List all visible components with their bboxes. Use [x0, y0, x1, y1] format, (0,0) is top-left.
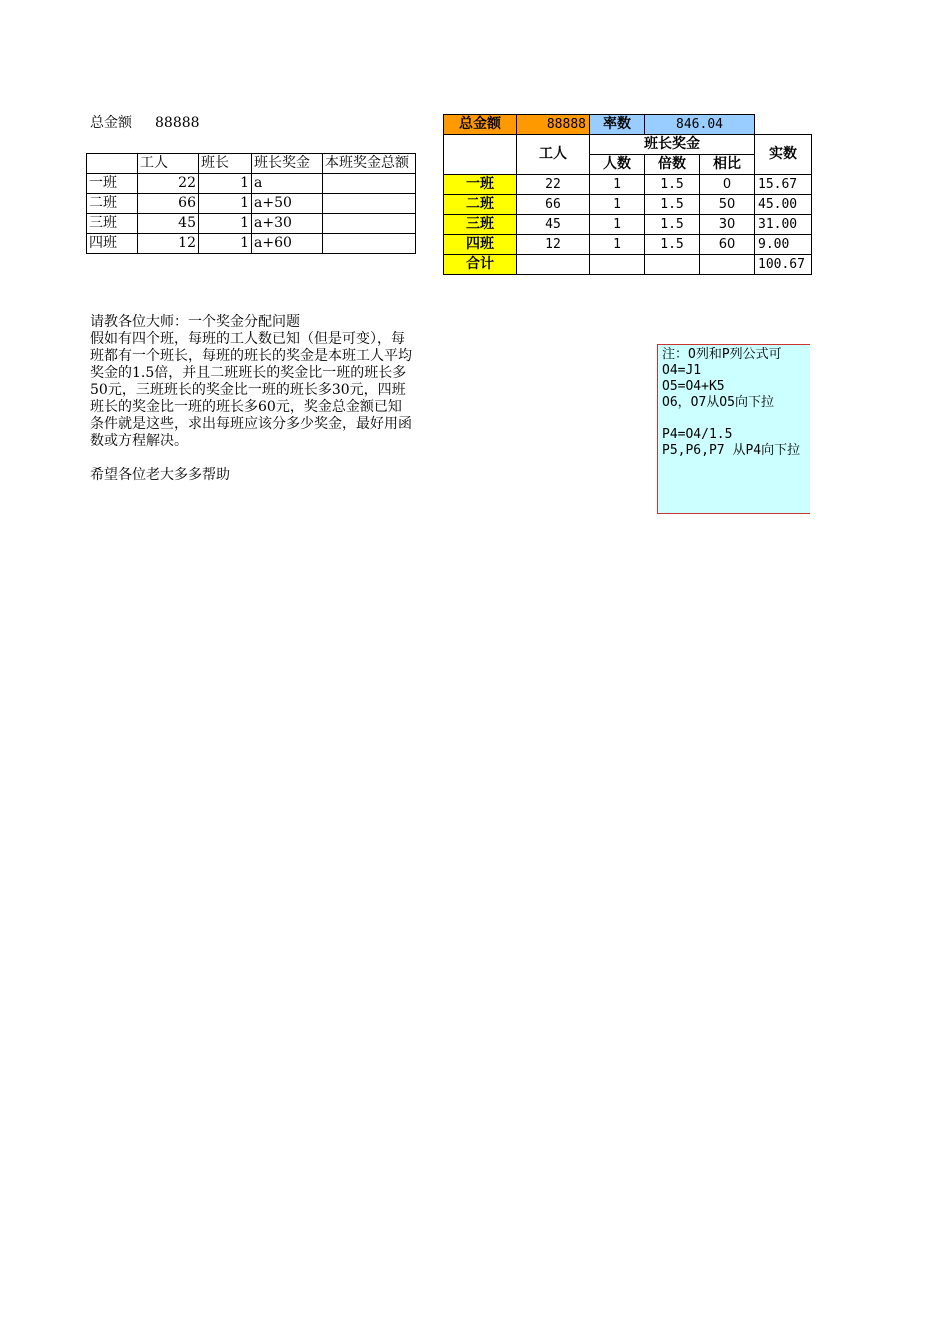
total-amount-label: 总金额 [444, 115, 517, 135]
header-cell: 班长 [199, 154, 252, 174]
header-cell: 班长奖金 [252, 154, 323, 174]
question-title: 请教各位大师：一个奖金分配问题 [90, 314, 300, 330]
multiple-cell: 1.5 [645, 215, 700, 235]
bonus-cell: a+50 [252, 194, 323, 214]
total-cell [323, 214, 416, 234]
leader-cell: 1 [199, 214, 252, 234]
count-header: 人数 [590, 155, 645, 175]
multiple-cell: 1.5 [645, 235, 700, 255]
workers-header: 工人 [517, 135, 590, 175]
class-name: 四班 [444, 235, 517, 255]
table-row [87, 174, 416, 194]
workers-cell: 66 [138, 194, 199, 214]
table-row [444, 175, 812, 195]
rate-value: 846.04 [645, 115, 755, 135]
count-cell: 1 [590, 235, 645, 255]
actual-cell: 45.00 [755, 195, 812, 215]
header-cell: 工人 [138, 154, 199, 174]
note-line: O6，O7从O5向下拉 [662, 395, 774, 410]
empty-cell [645, 255, 700, 275]
count-cell: 1 [590, 195, 645, 215]
left-header-row [87, 154, 416, 174]
note-line: 注：O列和P列公式可 [662, 347, 782, 362]
rate-label: 率数 [590, 115, 645, 135]
class-name: 四班 [87, 234, 138, 254]
left-total-label: 总金额 [90, 115, 132, 131]
bonus-cell: a+30 [252, 214, 323, 234]
diff-cell: 0 [700, 175, 755, 195]
actual-cell: 31.00 [755, 215, 812, 235]
sum-label: 合计 [444, 255, 517, 275]
header-cell [87, 154, 138, 174]
bonus-cell: a [252, 174, 323, 194]
class-name: 一班 [444, 175, 517, 195]
question-body: 假如有四个班，每班的工人数已知（但是可变），每班都有一个班长，每班的班长的奖金是本班工人平均奖金的1.5倍，并且二班班长的奖金比一班的班长多50元，三班班长的奖金比一班的班长多30元，四班班长的奖金比一班的班长多60元，奖金总金额已知条件就是这些，求出每班应该分多少奖金，最好用函数或方程解决。 [90, 331, 412, 449]
empty-cell [755, 115, 812, 135]
table-row [87, 194, 416, 214]
right-table [443, 114, 812, 275]
table-row [444, 215, 812, 235]
workers-cell: 45 [138, 214, 199, 234]
note-line [662, 411, 810, 427]
table-row [444, 235, 812, 255]
sum-row [444, 255, 812, 275]
bonus-cell: a+60 [252, 234, 323, 254]
leader-bonus-header: 班长奖金 [590, 135, 755, 155]
total-cell [323, 234, 416, 254]
actual-header: 实数 [755, 135, 812, 175]
left-table [86, 153, 416, 254]
actual-cell: 9.00 [755, 235, 812, 255]
diff-cell: 30 [700, 215, 755, 235]
empty-cell [590, 255, 645, 275]
workers-cell: 22 [517, 175, 590, 195]
workers-cell: 45 [517, 215, 590, 235]
left-total-value: 88888 [155, 115, 200, 131]
table-row [87, 234, 416, 254]
total-cell [323, 194, 416, 214]
multiple-cell: 1.5 [645, 175, 700, 195]
diff-header: 相比 [700, 155, 755, 175]
class-name: 三班 [87, 214, 138, 234]
class-name: 一班 [87, 174, 138, 194]
question-text-block [90, 314, 415, 484]
right-total-row [444, 115, 812, 135]
right-header-row [444, 135, 812, 155]
total-cell [323, 174, 416, 194]
empty-cell [517, 255, 590, 275]
count-cell: 1 [590, 215, 645, 235]
class-name: 二班 [444, 195, 517, 215]
question-closing: 希望各位老大多多帮助 [90, 467, 230, 483]
table-row [87, 214, 416, 234]
total-amount-value: 88888 [517, 115, 590, 135]
note-line: O5=O4+K5 [662, 379, 725, 394]
class-name: 二班 [87, 194, 138, 214]
note-line: P5,P6,P7 从P4向下拉 [662, 443, 801, 458]
header-cell: 本班奖金总额 [323, 154, 416, 174]
multiple-cell: 1.5 [645, 195, 700, 215]
leader-cell: 1 [199, 234, 252, 254]
note-line: O4=J1 [662, 363, 702, 378]
count-cell: 1 [590, 175, 645, 195]
actual-cell: 15.67 [755, 175, 812, 195]
sum-actual: 100.67 [755, 255, 812, 275]
empty-header-cell [444, 135, 517, 175]
class-name: 三班 [444, 215, 517, 235]
diff-cell: 60 [700, 235, 755, 255]
table-row [444, 195, 812, 215]
leader-cell: 1 [199, 174, 252, 194]
workers-cell: 12 [138, 234, 199, 254]
empty-cell [700, 255, 755, 275]
workers-cell: 22 [138, 174, 199, 194]
multiple-header: 倍数 [645, 155, 700, 175]
note-comment-box[interactable] [657, 344, 810, 514]
workers-cell: 12 [517, 235, 590, 255]
leader-cell: 1 [199, 194, 252, 214]
note-line: P4=O4/1.5 [662, 427, 733, 442]
workers-cell: 66 [517, 195, 590, 215]
diff-cell: 50 [700, 195, 755, 215]
